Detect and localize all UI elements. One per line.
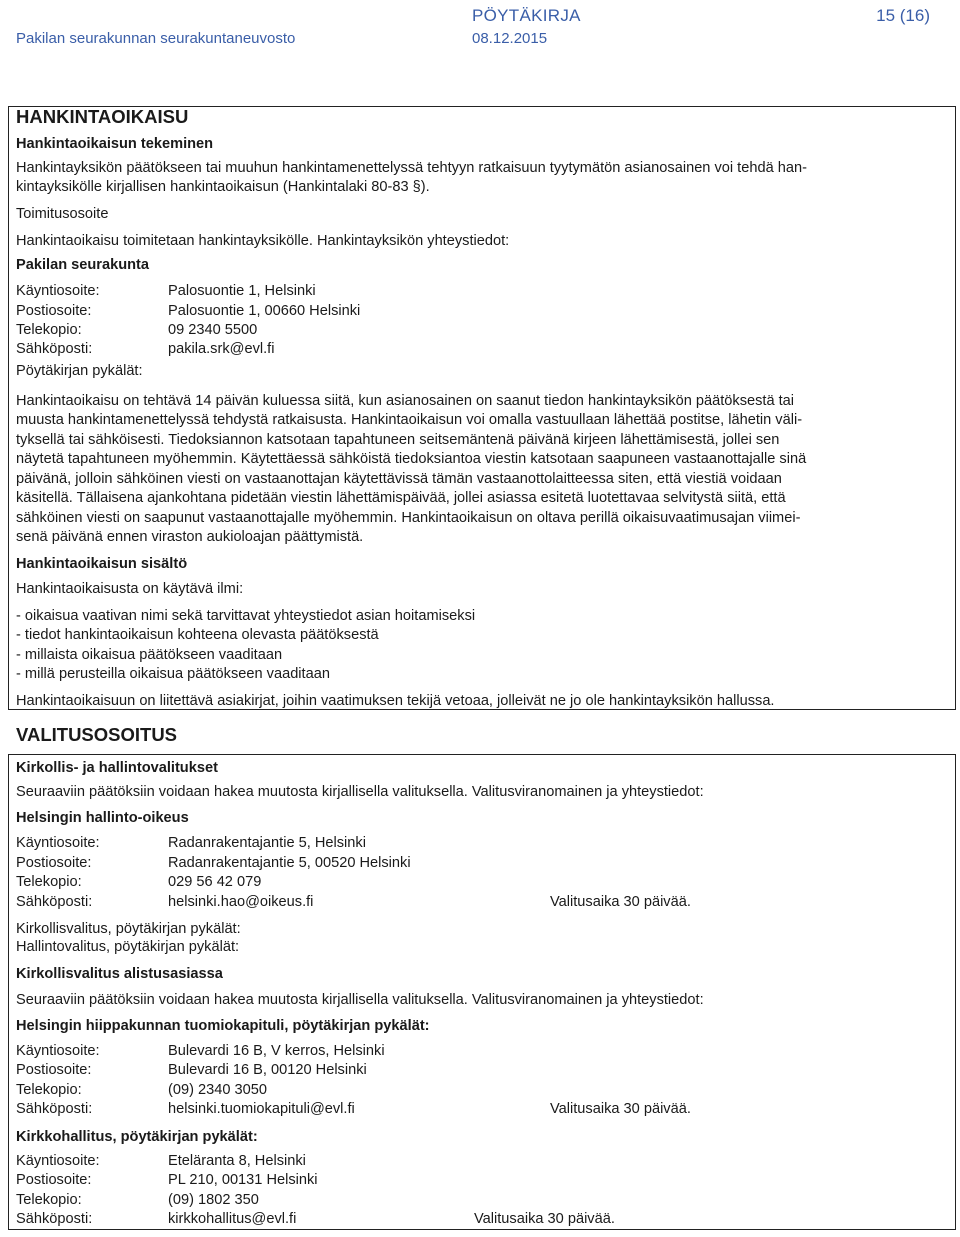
court-name: Helsingin hallinto-oikeus [16,810,189,826]
paragraph-line: senä päivänä ennen viraston aukioloajan päättymistä. [16,529,364,545]
paragraph-line: näytetä tapahtuneen myöhemmin. Käytettäessä sähköistä tiedoksiantoa viestin katsotaan saapuneen vastaanottajalle sinä [16,451,807,467]
valitus-text: Seuraaviin päätöksiin voidaan hakea muutosta kirjallisella valituksella. Valitusviranomainen ja yhteystiedot: [16,992,704,1008]
paragraph-line: käsitellä. Tällaisena ajankohtana pidetään viestin lähettämispäivää, jollei asiassa esitetä luotettavaa selvitystä siitä, että [16,490,786,506]
valitus-subheading: Kirkollisvalitus alistusasiassa [16,966,223,982]
minutes-label: Pöytäkirjan pykälät: [16,363,143,379]
attachments-note: Hankintaoikaisuun on liitettävä asiakirjat, joihin vaatimuksen tekijä vetoaa, jolleivät ne jo ole hankintayksikön hallussa. [16,693,775,709]
valitus-text: Seuraaviin päätöksiin voidaan hakea muutosta kirjallisella valituksella. Valitusviranomainen ja yhteystiedot: [16,784,704,800]
court-value: 029 56 42 079 [168,874,262,890]
court-label: Sähköposti: [16,894,93,910]
content-item: - tiedot hankintaoikaisun kohteena olevasta päätöksestä [16,627,379,643]
board-value: Eteläranta 8, Helsinki [168,1153,306,1169]
chapter-label: Käyntiosoite: [16,1043,100,1059]
board-value: PL 210, 00131 Helsinki [168,1172,318,1188]
board-deadline: Valitusaika 30 päivää. [474,1211,615,1227]
board-value: (09) 1802 350 [168,1192,259,1208]
court-value: Radanrakentajantie 5, Helsinki [168,835,366,851]
content-heading: Hankintaoikaisun sisältö [16,556,188,572]
board-label: Käyntiosoite: [16,1153,100,1169]
court-value: Radanrakentajantie 5, 00520 Helsinki [168,855,411,871]
court-label: Telekopio: [16,874,82,890]
chapter-value: helsinki.tuomiokapituli@evl.fi [168,1101,355,1117]
content-item: - millaista oikaisua päätökseen vaaditaan [16,647,283,663]
document-title: PÖYTÄKIRJA [472,6,581,25]
meeting-date: 08.12.2015 [472,30,548,47]
paragraph-line: päivänä, jolloin sähköinen viesti on vastaanottajan käytettävissä tämän vastaanottolaitteessa siten, että viestiä voidaan [16,471,782,487]
board-label: Sähköposti: [16,1211,93,1227]
court-deadline: Valitusaika 30 päivää. [550,894,691,910]
chapter-label: Postiosoite: [16,1062,92,1078]
contact-label: Postiosoite: [16,303,92,319]
hankinta-heading: HANKINTAOIKAISU [16,106,189,127]
chapter-label: Telekopio: [16,1082,82,1098]
paragraph-line: muusta hankintamenettelyssä tehdystä ratkaisusta. Hankintaoikaisun voi omalla vastuullaan lähettää postitse, lähetin väli- [16,412,803,428]
contact-value: pakila.srk@evl.fi [168,341,275,357]
paragraph-line: sähköinen viesti on saapunut vastaanottajalle myöhemmin. Hankintaoikaisun on oltava perillä oikaisuvaatimusajan viimei- [16,510,801,526]
board-name: Kirkkohallitus, pöytäkirjan pykälät: [16,1129,258,1145]
court-label: Käyntiosoite: [16,835,100,851]
board-label: Postiosoite: [16,1172,92,1188]
organization-name: Pakilan seurakunnan seurakuntaneuvosto [16,30,296,47]
court-label: Postiosoite: [16,855,92,871]
chapter-value: (09) 2340 3050 [168,1082,267,1098]
board-value: kirkkohallitus@evl.fi [168,1211,297,1227]
delivery-text: Hankintaoikaisu toimitetaan hankintayksikölle. Hankintayksikön yhteystiedot: [16,233,510,249]
chapter-label: Sähköposti: [16,1101,93,1117]
admin-appeal-label: Hallintovalitus, pöytäkirjan pykälät: [16,939,240,955]
content-item: - oikaisua vaativan nimi sekä tarvittavat yhteystiedot asian hoitamiseksi [16,608,476,624]
delivery-heading: Toimitusosoite [16,206,109,222]
page-number: 15 (16) [876,6,930,25]
contact-label: Telekopio: [16,322,82,338]
contact-label: Käyntiosoite: [16,283,100,299]
contact-label: Sähköposti: [16,341,93,357]
valitus-heading: VALITUSOSOITUS [16,724,178,745]
chapter-value: Bulevardi 16 B, V kerros, Helsinki [168,1043,385,1059]
hankinta-subheading: Hankintaoikaisun tekeminen [16,136,214,152]
contact-value: 09 2340 5500 [168,322,258,338]
valitus-subheading: Kirkollis- ja hallintovalitukset [16,760,218,776]
contact-name: Pakilan seurakunta [16,257,150,273]
paragraph-line: tyksellä tai sähköisesti. Tiedoksiannon katsotaan tapahtuneen seitsemäntenä päivänä kirjeen lähettämisestä, jollei sen [16,432,780,448]
court-value: helsinki.hao@oikeus.fi [168,894,314,910]
chapter-value: Bulevardi 16 B, 00120 Helsinki [168,1062,367,1078]
paragraph-line: Hankintaoikaisu on tehtävä 14 päivän kuluessa siitä, kun asianosainen on saanut tiedon hankintayksikön päätöksestä tai [16,393,795,409]
hankinta-intro-line: kintayksikölle kirjallisen hankintaoikaisun (Hankintalaki 80-83 §). [16,179,430,195]
chapter-name: Helsingin hiippakunnan tuomiokapituli, pöytäkirjan pykälät: [16,1018,430,1034]
church-appeal-label: Kirkollisvalitus, pöytäkirjan pykälät: [16,921,241,937]
board-label: Telekopio: [16,1192,82,1208]
contact-value: Palosuontie 1, 00660 Helsinki [168,303,361,319]
content-item: - millä perusteilla oikaisua päätökseen vaaditaan [16,666,330,682]
chapter-deadline: Valitusaika 30 päivää. [550,1101,691,1117]
contact-value: Palosuontie 1, Helsinki [168,283,316,299]
hankinta-intro-line: Hankintayksikön päätökseen tai muuhun hankintamenettelyssä tehtyyn ratkaisuun tyytymätön asianosainen voi tehdä han- [16,160,807,176]
content-intro: Hankintaoikaisusta on käytävä ilmi: [16,581,244,597]
